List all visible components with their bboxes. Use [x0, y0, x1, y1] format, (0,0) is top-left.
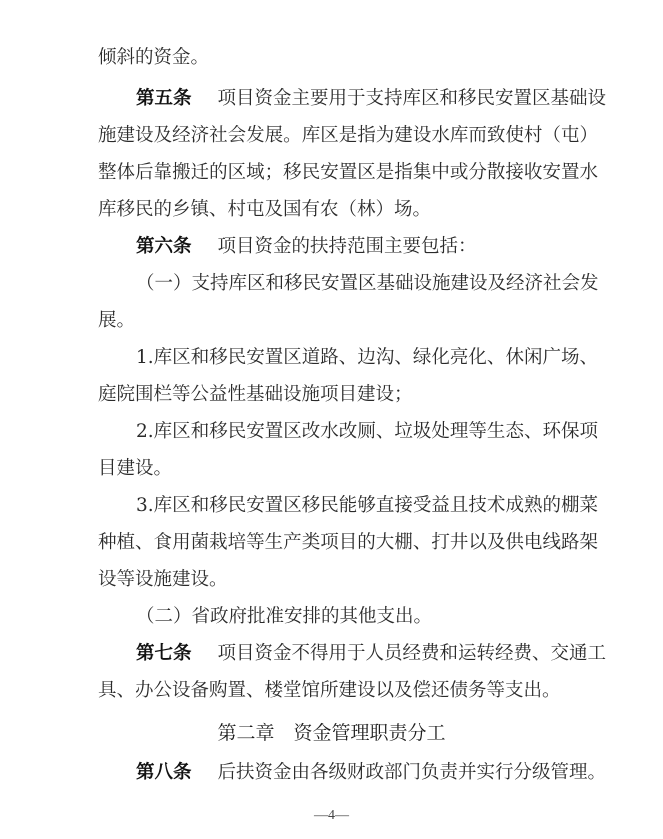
article-text: 施建设及经济社会发展。库区是指为建设水库而致使村（屯）: [98, 125, 598, 146]
item-text: （二）省政府批准安排的其他支出。: [136, 606, 433, 627]
subitem-3-line-2: [98, 530, 598, 556]
subitem-text: 目建设。: [98, 458, 173, 479]
subitem-3-line-1: [136, 493, 598, 519]
article-heading: 第六条: [136, 236, 192, 257]
article-text: 项目资金的扶持范围主要包括：: [217, 236, 477, 257]
article-text: 项目资金主要用于支持库区和移民安置区基础设: [217, 88, 607, 109]
article-heading: 第八条: [136, 762, 192, 783]
subitem-2-line-1: [136, 419, 598, 445]
article-8-line-1: [136, 760, 607, 786]
article-heading: 第五条: [136, 88, 192, 109]
subitem-text: 1.库区和移民安置区道路、边沟、绿化亮化、休闲广场、: [136, 347, 598, 368]
article-7-line-1: [136, 641, 607, 667]
article-text: 具、办公设备购置、楼堂馆所建设以及偿还债务等支出。: [98, 680, 561, 701]
item-2: [136, 604, 598, 630]
subitem-text: 种植、食用菌栽培等生产类项目的大棚、打井以及供电线路架: [98, 532, 598, 553]
article-5-line-2: [98, 123, 598, 149]
subitem-1-line-2: [98, 382, 598, 408]
item-1-line-1: [136, 271, 598, 297]
article-5-line-1: [136, 86, 607, 112]
subitem-1-line-1: [136, 345, 598, 371]
article-5-line-3: [98, 160, 598, 186]
page-number: —4—: [314, 808, 349, 823]
paragraph-text: 倾斜的资金。: [98, 47, 210, 68]
chapter-heading: 第二章 资金管理职责分工: [217, 722, 446, 744]
paragraph-continuation: [98, 45, 598, 71]
subitem-text: 3.库区和移民安置区移民能够直接受益且技术成熟的棚菜: [136, 495, 598, 516]
subitem-2-line-2: [98, 456, 598, 482]
item-text: （一）支持库区和移民安置区基础设施建设及经济社会发: [136, 273, 599, 294]
article-6-line-1: [136, 234, 598, 260]
article-text: 后扶资金由各级财政部门负责并实行分级管理。: [217, 762, 607, 783]
subitem-text: 设等设施建设。: [98, 569, 228, 590]
article-5-line-4: [98, 197, 598, 223]
article-7-line-2: [98, 678, 598, 704]
subitem-text: 2.库区和移民安置区改水改厕、垃圾处理等生态、环保项: [136, 421, 598, 442]
subitem-3-line-3: [98, 567, 598, 593]
subitem-text: 庭院围栏等公益性基础设施项目建设；: [98, 384, 413, 405]
item-text: 展。: [98, 310, 136, 331]
article-heading: 第七条: [136, 643, 192, 664]
article-text: 库移民的乡镇、村屯及国有农（林）场。: [98, 199, 432, 220]
item-1-line-2: [98, 308, 598, 334]
article-text: 整体后靠搬迁的区域；移民安置区是指集中或分散接收安置水: [98, 162, 598, 183]
article-text: 项目资金不得用于人员经费和运转经费、交通工: [217, 643, 607, 664]
